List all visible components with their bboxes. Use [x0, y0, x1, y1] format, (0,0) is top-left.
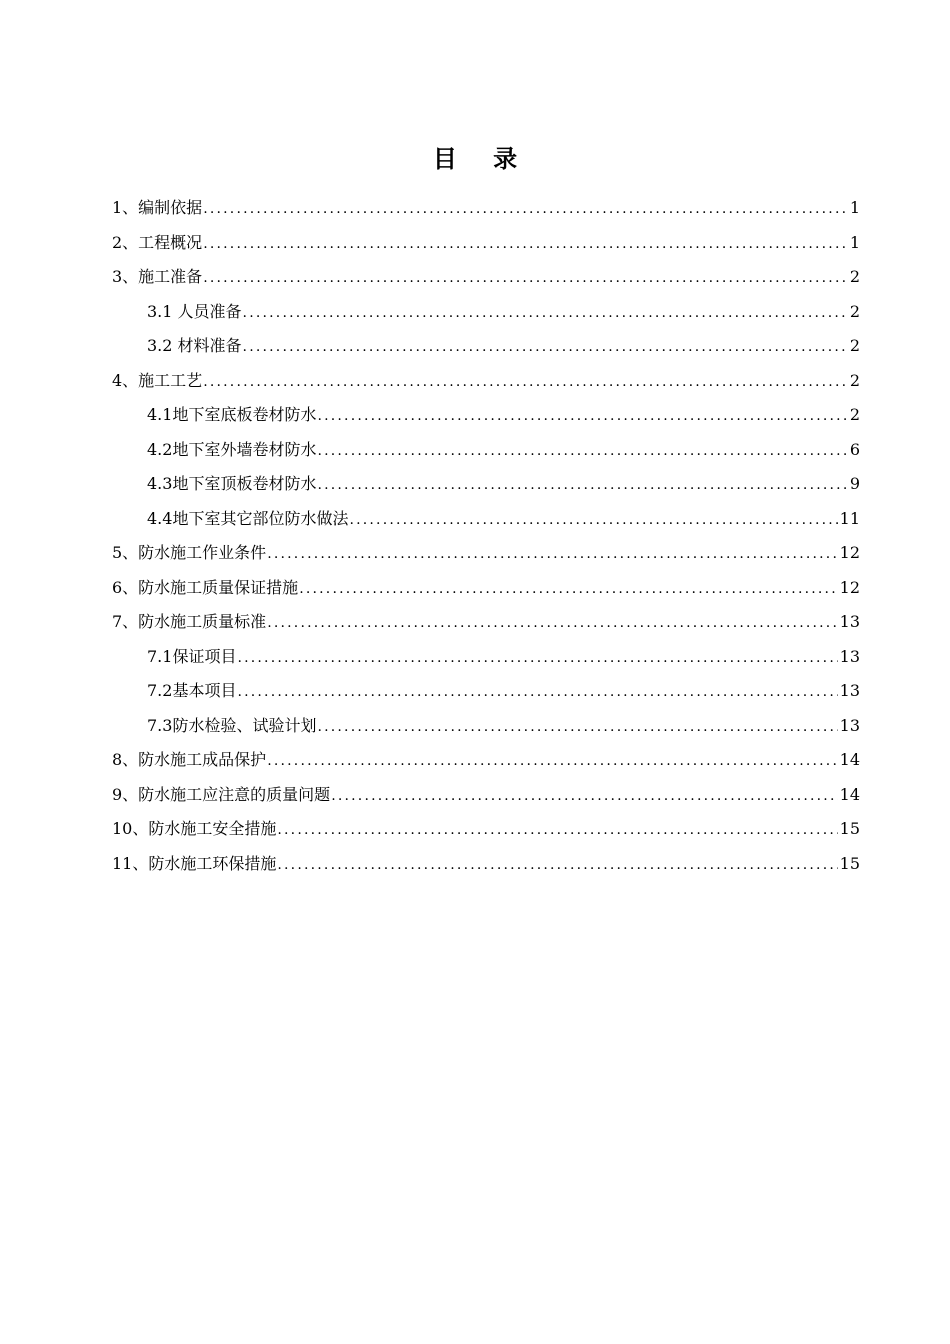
toc-dot-leader	[277, 813, 837, 848]
toc-dot-leader	[203, 227, 848, 262]
toc-entry-page: 13	[839, 612, 860, 631]
toc-entry-label: 3.1 人员准备	[147, 301, 242, 321]
toc-dot-leader	[243, 296, 848, 331]
toc-entry[interactable]	[112, 364, 860, 399]
toc-entry[interactable]	[112, 605, 860, 640]
toc-subentry[interactable]	[112, 329, 860, 364]
toc-dot-leader	[317, 710, 837, 745]
toc-entry-label: 2、工程概况	[112, 232, 203, 252]
toc-dot-leader	[299, 572, 837, 607]
toc-entry-page: 1	[849, 198, 860, 217]
toc-entry-page: 12	[839, 543, 860, 562]
toc-entry-page: 15	[839, 819, 860, 838]
toc-entry[interactable]	[112, 191, 860, 226]
toc-entry-page: 15	[839, 853, 860, 873]
toc-entry-label: 7.1保证项目	[147, 646, 237, 666]
toc-entry[interactable]	[112, 260, 860, 295]
toc-dot-leader	[237, 641, 837, 676]
toc-dot-leader	[203, 192, 848, 227]
toc-entry[interactable]	[112, 778, 860, 813]
toc-dot-leader	[237, 675, 837, 710]
toc-entry-page: 11	[839, 508, 860, 528]
toc-entry-label: 10、防水施工安全措施	[112, 819, 277, 838]
toc-entry-page: 2	[849, 267, 860, 286]
toc-entry-label: 7.3防水检验、试验计划	[147, 715, 317, 735]
toc-dot-leader	[317, 468, 847, 503]
toc-entry[interactable]	[112, 847, 860, 882]
toc-entry-page: 13	[839, 715, 860, 735]
toc-entry-label: 7、防水施工质量标准	[112, 612, 267, 631]
toc-entry-page: 9	[849, 474, 860, 493]
toc-dot-leader	[317, 434, 847, 469]
toc-entry-page: 12	[839, 577, 860, 597]
toc-subentry[interactable]	[112, 467, 860, 502]
toc-entry-page: 1	[849, 232, 860, 252]
toc-entry[interactable]	[112, 571, 860, 606]
toc-entry[interactable]	[112, 743, 860, 778]
toc-dot-leader	[243, 330, 848, 365]
toc-entry[interactable]	[112, 536, 860, 571]
toc-entry-label: 6、防水施工质量保证措施	[112, 577, 299, 597]
toc-entry-label: 11、防水施工环保措施	[112, 853, 277, 873]
toc-entry-page: 14	[839, 784, 860, 804]
toc-entry-label: 4.2地下室外墙卷材防水	[147, 439, 317, 459]
toc-entry-page: 2	[849, 405, 860, 424]
toc-title: 目 录	[432, 145, 532, 173]
toc-dot-leader	[203, 261, 848, 296]
toc-entry-label: 3、施工准备	[112, 267, 203, 286]
toc-entry-label: 3.2 材料准备	[147, 336, 242, 355]
toc-entry-page: 14	[839, 750, 860, 769]
toc-entry[interactable]	[112, 226, 860, 261]
toc-dot-leader	[277, 848, 837, 883]
toc-dot-leader	[267, 537, 837, 572]
toc-entry-page: 2	[849, 301, 860, 321]
toc-subentry[interactable]	[112, 674, 860, 709]
toc-entry-page: 6	[849, 439, 860, 459]
toc-subentry[interactable]	[112, 709, 860, 744]
toc-entry-page: 13	[839, 646, 860, 666]
toc-dot-leader	[267, 606, 837, 641]
toc-dot-leader	[331, 779, 837, 814]
toc-entry-page: 13	[839, 681, 860, 700]
toc-subentry[interactable]	[112, 295, 860, 330]
toc-entry-label: 1、编制依据	[112, 198, 203, 217]
toc-entry-label: 4、施工工艺	[112, 370, 203, 390]
toc-entry-label: 7.2基本项目	[147, 681, 237, 700]
toc-dot-leader	[349, 503, 837, 538]
toc-entry-label: 9、防水施工应注意的质量问题	[112, 784, 331, 804]
toc-subentry[interactable]	[112, 640, 860, 675]
toc-subentry[interactable]	[112, 398, 860, 433]
toc-dot-leader	[267, 744, 837, 779]
toc-dot-leader	[317, 399, 847, 434]
toc-entry-page: 2	[849, 370, 860, 390]
toc-entry-label: 5、防水施工作业条件	[112, 543, 267, 562]
toc-entry-label: 4.1地下室底板卷材防水	[147, 405, 317, 424]
toc-entry[interactable]	[112, 812, 860, 847]
toc-entry-label: 8、防水施工成品保护	[112, 750, 267, 769]
toc-entry-page: 2	[849, 336, 860, 355]
table-of-contents	[112, 191, 860, 881]
toc-entry-label: 4.4地下室其它部位防水做法	[147, 508, 349, 528]
toc-entry-label: 4.3地下室顶板卷材防水	[147, 474, 317, 493]
toc-dot-leader	[203, 365, 848, 400]
toc-subentry[interactable]	[112, 433, 860, 468]
toc-subentry[interactable]	[112, 502, 860, 537]
